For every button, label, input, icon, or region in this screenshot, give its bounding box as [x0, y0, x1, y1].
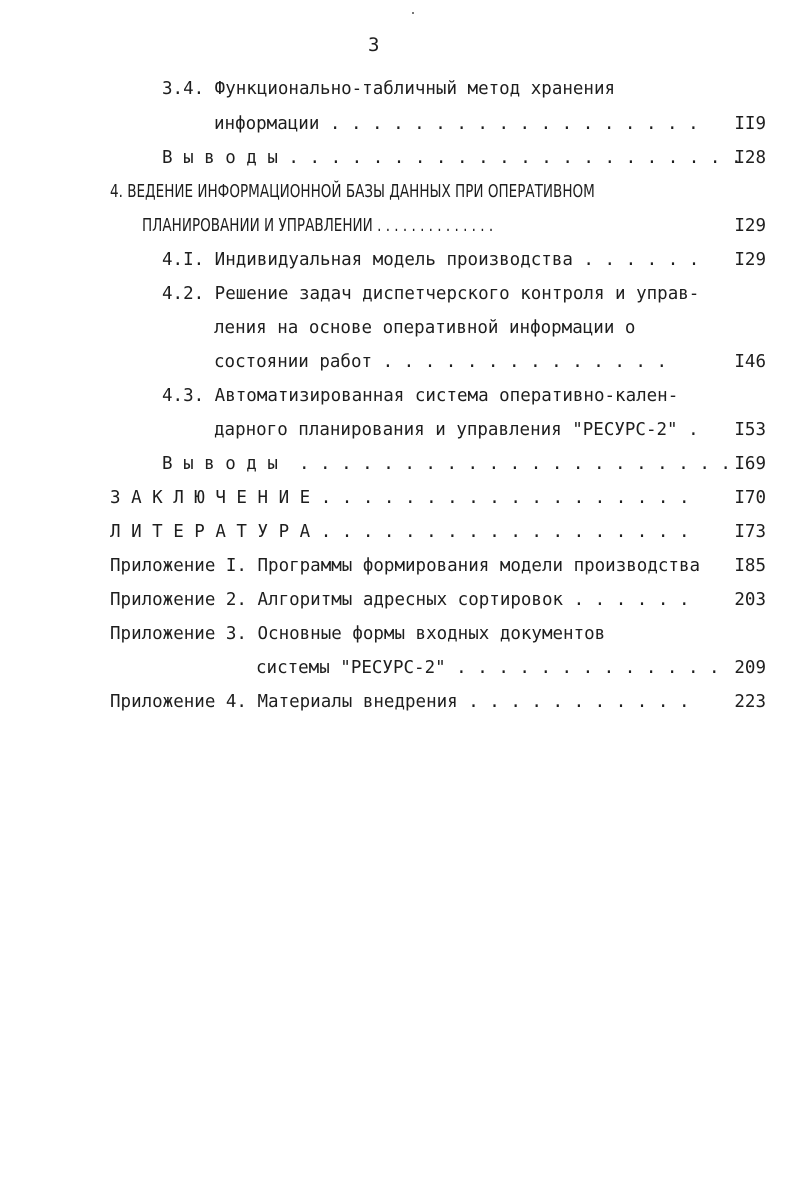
- toc-page-conclusions-4: I69: [734, 454, 766, 474]
- toc-entry-4-1: 4.I. Индивидуальная модель производства . . . . . .: [162, 250, 700, 270]
- toc-chapter-4-cont: [142, 214, 550, 238]
- toc-entry-4-2-cont: ления на основе оперативной информации о: [214, 318, 636, 338]
- toc-entry-4-3-cont: дарного планирования и управления "РЕСУРС-2" .: [214, 420, 699, 440]
- toc-page-4-1: I29: [734, 250, 766, 270]
- toc-page-appendix-2: 203: [734, 590, 766, 610]
- toc-entry-appendix-2: Приложение 2. Алгоритмы адресных сортировок . . . . . .: [110, 590, 690, 610]
- toc-page-3-4: II9: [734, 114, 766, 134]
- page-number: 3: [368, 34, 380, 56]
- toc-page-conclusion: I70: [734, 488, 766, 508]
- toc-page-4-2: I46: [734, 352, 766, 372]
- toc-entry-conclusion: З А К Л Ю Ч Е Н И Е . . . . . . . . . . . . . . . . . .: [110, 488, 690, 508]
- chapter-4-heading-cont: ПЛАНИРОВАНИИ И УПРАВЛЕНИИ . . . . . . . . . . . . . .: [142, 216, 494, 236]
- toc-page-appendix-3: 209: [734, 658, 766, 678]
- toc-entry-appendix-3-title: Приложение 3. Основные формы входных документов: [110, 624, 606, 644]
- toc-entry-appendix-3-cont: системы "РЕСУРС-2" . . . . . . . . . . . . .: [256, 658, 720, 678]
- toc-entry-3-4-cont: информации . . . . . . . . . . . . . . . . . .: [214, 114, 699, 134]
- toc-page-chapter-4: I29: [734, 216, 766, 236]
- toc-page-appendix-1: I85: [734, 556, 766, 576]
- toc-page-appendix-4: 223: [734, 692, 766, 712]
- toc-entry-appendix-4: Приложение 4. Материалы внедрения . . . . . . . . . . .: [110, 692, 690, 712]
- toc-entry-appendix-1: Приложение I. Программы формирования модели производства: [110, 556, 701, 576]
- toc-entry-conclusions-3: В ы в о д ы . . . . . . . . . . . . . . . . . . . . . .: [162, 148, 742, 168]
- chapter-4-heading: 4. ВЕДЕНИЕ ИНФОРМАЦИОННОЙ БАЗЫ ДАННЫХ ПРИ ОПЕРАТИВНОМ: [110, 182, 595, 202]
- toc-entry-literature: Л И Т Е Р А Т У Р А . . . . . . . . . . . . . . . . . .: [110, 522, 690, 542]
- toc-entry-4-2-end: состоянии работ . . . . . . . . . . . . . .: [214, 352, 668, 372]
- toc-page-conclusions-3: I28: [734, 148, 766, 168]
- toc-chapter-4-title: [110, 180, 674, 204]
- scan-speck: [412, 12, 414, 14]
- toc-entry-4-2-title: 4.2. Решение задач диспетчерского контроля и управ-: [162, 284, 700, 304]
- toc-entry-3-4-title: 3.4. Функционально-табличный метод хранения: [162, 79, 616, 99]
- toc-entry-4-3-title: 4.3. Автоматизированная система оперативно-кален-: [162, 386, 679, 406]
- toc-entry-conclusions-4: В ы в о д ы . . . . . . . . . . . . . . . . . . . . .: [162, 454, 731, 474]
- toc-page-4-3: I53: [734, 420, 766, 440]
- toc-page-literature: I73: [734, 522, 766, 542]
